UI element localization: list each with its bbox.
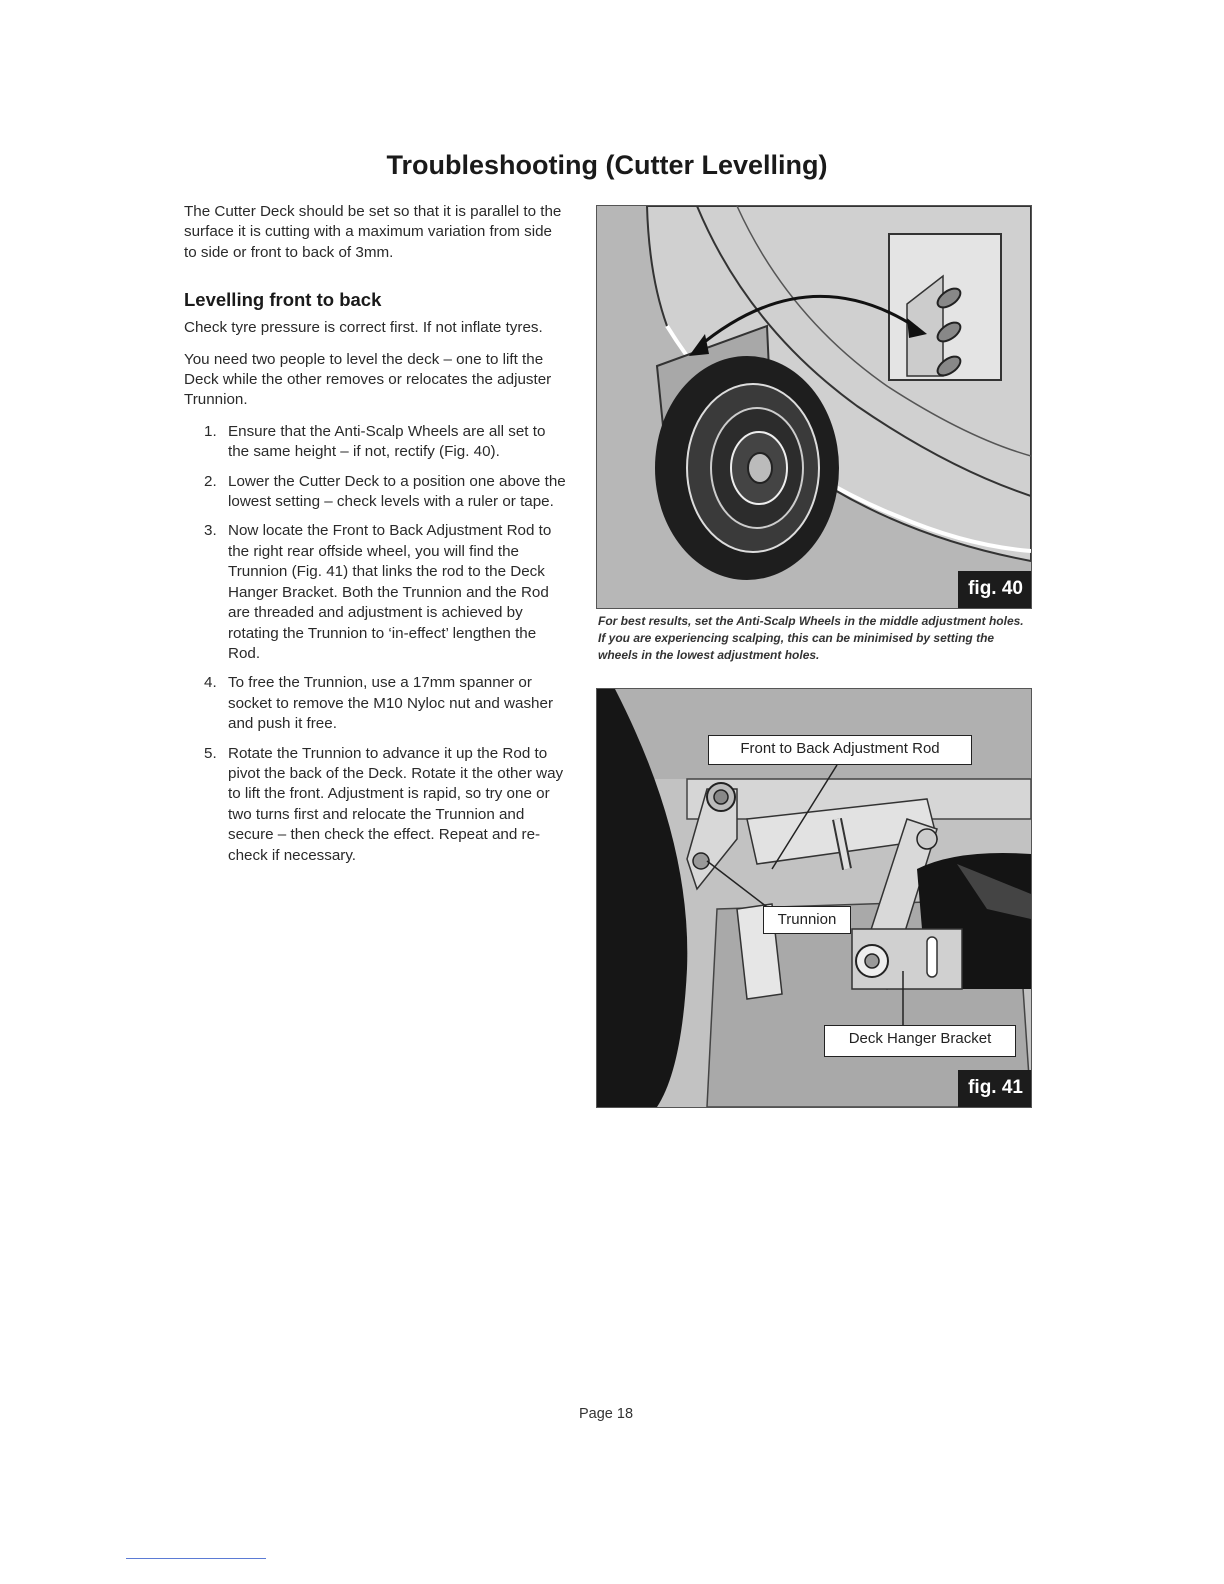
- instructions-column: [184, 202, 566, 875]
- callout-front-to-back-rod: Front to Back Adjustment Rod: [708, 735, 972, 765]
- footer-divider: [126, 1558, 266, 1559]
- figure-40-caption: For best results, set the Anti-Scalp Wheels in the middle adjustment holes. If you are experiencing scalping, this can be minimised by setting the wheels in the lowest adjustment holes.: [598, 614, 1024, 662]
- callout-trunnion: Trunnion: [763, 906, 851, 934]
- step-item: [204, 744, 566, 866]
- callout-deck-hanger-bracket: Deck Hanger Bracket: [824, 1025, 1016, 1057]
- figure-40-anti-scalp-wheel: [596, 205, 1032, 609]
- intro-paragraph: The Cutter Deck should be set so that it is parallel to the surface it is cutting with a maximum variation from side to side or front to back of 3mm.: [184, 203, 562, 261]
- two-people-paragraph: You need two people to level the deck – one to lift the Deck while the other removes or relocates the adjuster Trunnion.: [184, 350, 552, 409]
- step-number: 4.: [204, 674, 217, 692]
- step-number: 1.: [204, 422, 217, 440]
- step-text: To free the Trunnion, use a 17mm spanner or socket to remove the M10 Nyloc nut and washer and push it free.: [228, 674, 554, 733]
- step-number: 5.: [204, 744, 217, 762]
- anti-scalp-wheel-illustration: [597, 206, 1031, 608]
- step-text: Lower the Cutter Deck to a position one above the lowest setting – check levels with a ruler or tape.: [228, 472, 566, 511]
- section-heading: Levelling front to back: [184, 289, 382, 311]
- step-number: 3.: [204, 522, 217, 540]
- figure-40-label: fig. 40: [958, 571, 1031, 608]
- step-text: Rotate the Trunnion to advance it up the Rod to pivot the back of the Deck. Rotate it the other way to lift the front. Adjustment is rapid, so try one or two turns first and relocate the Trunnion and secure – then check the effect. Repeat and re-check if necessary.: [228, 744, 564, 864]
- figure-41-trunnion: [596, 688, 1032, 1108]
- step-number: 2.: [204, 472, 217, 490]
- page-title: Troubleshooting (Cutter Levelling): [386, 150, 828, 180]
- step-text: Ensure that the Anti-Scalp Wheels are all set to the same height – if not, rectify (Fig. 40).: [228, 422, 546, 461]
- step-item: [204, 422, 566, 463]
- step-list: [184, 422, 566, 866]
- page-number: Page 18: [578, 1406, 634, 1422]
- step-item: [204, 472, 566, 513]
- step-text: Now locate the Front to Back Adjustment Rod to the right rear offside wheel, you will find the Trunnion (Fig. 41) that links the rod to the Deck Hanger Bracket. Both the Trunnion and the Rod are threaded and adjustment is achieved by rotating the Trunnion to ‘in-effect’ lengthen the Rod.: [228, 522, 552, 662]
- step-item: [204, 673, 566, 734]
- figure-41-label: fig. 41: [958, 1070, 1031, 1107]
- tyre-pressure-paragraph: Check tyre pressure is correct first. If not inflate tyres.: [184, 319, 543, 337]
- step-item: [204, 521, 566, 664]
